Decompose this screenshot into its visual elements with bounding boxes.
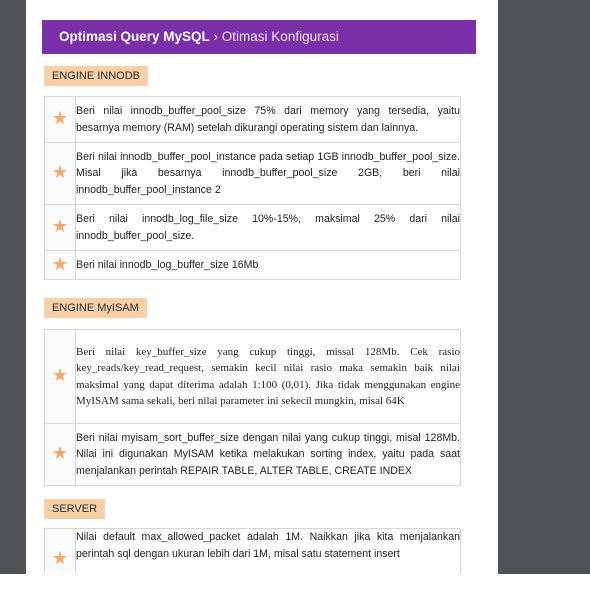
table-row: [45, 97, 461, 143]
table-row: [45, 529, 461, 575]
tip-text: Beri nilai innodb_buffer_pool_instance pada setiap 1GB innodb_buffer_pool_size. Misal jika besarnya innodb_buffer_pool_size 2GB, beri nilai innodb_buffer_pool_instance 2: [76, 143, 461, 205]
header-separator: ›: [209, 29, 222, 44]
star-icon: ★: [51, 216, 69, 237]
star-icon: ★: [51, 547, 69, 569]
star-icon: ★: [51, 162, 69, 183]
bullet-cell: [45, 330, 76, 424]
bullet-cell: [45, 251, 76, 280]
bullet-cell: [45, 529, 76, 575]
table-row: [45, 143, 461, 205]
page-header-bar: [42, 20, 476, 54]
section-label-myisam: ENGINE MyISAM: [44, 298, 147, 318]
tip-text: Beri nilai key_buffer_size yang cukup tinggi, missal 128Mb. Cek rasio key_reads/key_read_request, semakin kecil nilai rasio maka semakin baik nilai maksimal yang dapat diterima adalah 1:100 (0,01). Jika tidak menggunakan engine MyISAM sama sekali, beri nilai parameter ini sekecil mungkin, misal 64K: [76, 330, 461, 424]
star-icon: ★: [51, 443, 69, 464]
table-row: [45, 251, 461, 280]
tip-text: Beri nilai innodb_buffer_pool_size 75% dari memory yang tersedia, yaitu besarnya memory (RAM) setelah dikurangi operating sistem dan lainnya.: [76, 97, 461, 143]
header-subtitle: Otimasi Konfigurasi: [221, 29, 339, 44]
bullet-cell: [45, 205, 76, 251]
document-page: [26, 0, 498, 574]
star-icon: ★: [51, 108, 69, 129]
tip-text: Beri nilai innodb_log_buffer_size 16Mb: [76, 251, 461, 280]
server-tips-table: [44, 528, 461, 574]
innodb-tips-table: [44, 96, 461, 280]
star-icon: ★: [51, 253, 69, 275]
bullet-cell: [45, 97, 76, 143]
bullet-cell: [45, 424, 76, 486]
tip-text: Nilai default max_allowed_packet adalah 1M. Naikkan jika kita menjalankan perintah sql dengan ukuran lebih dari 1M, misal satu statement insert: [76, 529, 461, 575]
myisam-tips-table: [44, 329, 461, 486]
star-icon: ★: [51, 365, 69, 386]
tip-text: Beri nilai innodb_log_file_size 10%-15%, maksimal 25% dari nilai innodb_buffer_pool_size.: [76, 205, 461, 251]
section-label-innodb: ENGINE INNODB: [44, 66, 148, 86]
section-label-server: SERVER: [44, 499, 105, 519]
table-row: [45, 205, 461, 251]
header-title: Optimasi Query MySQL: [59, 29, 210, 44]
bullet-cell: [45, 143, 76, 205]
table-row: [45, 330, 461, 424]
table-row: [45, 424, 461, 486]
tip-text: Beri nilai myisam_sort_buffer_size dengan nilai yang cukup tinggi, misal 128Mb. Nilai ini digunakan MyISAM ketika melakukan sorting index, yaitu pada saat menjalankan perintah REPAIR TABLE, ALTER TABLE, CREATE INDEX: [76, 424, 461, 486]
